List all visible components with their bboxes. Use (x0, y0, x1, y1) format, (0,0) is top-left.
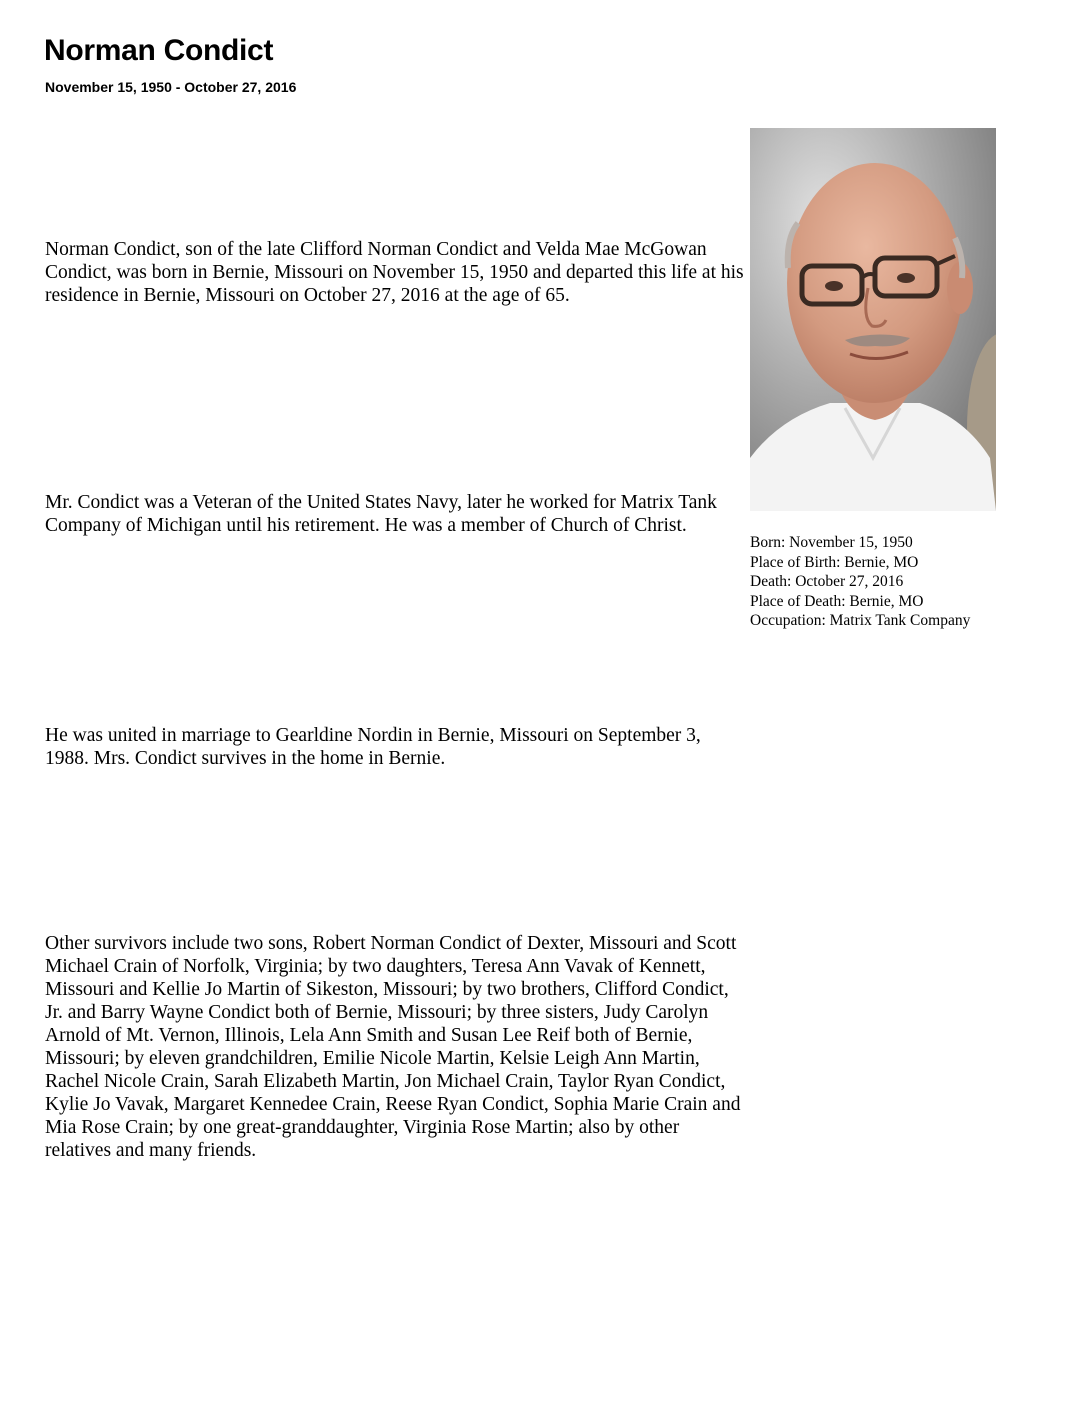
obituary-paragraph-4: Other survivors include two sons, Robert Norman Condict of Dexter, Missouri and Scott Michael Crain of Norfolk, Virginia; by two daughters, Teresa Ann Vavak of Kennett, Missouri and Kellie Jo Martin of Sikeston, Missouri; by two brothers, Clifford Condict, Jr. and Barry Wayne Condict both of Bernie, Missouri; by three sisters, Judy Carolyn Arnold of Mt. Vernon, Illinois, Lela Ann Smith and Susan Lee Reif both of Bernie, Missouri; by eleven grandchildren, Emilie Nicole Martin, Kelsie Leigh Ann Martin, Rachel Nicole Crain, Sarah Elizabeth Martin, Jon Michael Crain, Taylor Ryan Condict, Kylie Jo Vavak, Margaret Kennedee Crain, Reese Ryan Condict, Sophia Marie Crain and Mia Rose Crain; by one great-granddaughter, Virginia Rose Martin; also by other relatives and many friends. (45, 933, 741, 1161)
life-dates: November 15, 1950 - October 27, 2016 (45, 79, 297, 95)
fact-place-of-death: Place of Death: Bernie, MO (750, 592, 924, 610)
obituary-paragraph-3: He was united in marriage to Gearldine Nordin in Bernie, Missouri on September 3, 1988. Mrs. Condict survives in the home in Bernie. (45, 725, 701, 769)
fact-place-of-birth: Place of Birth: Bernie, MO (750, 553, 919, 571)
fact-born: Born: November 15, 1950 (750, 534, 913, 551)
page-title: Norman Condict (44, 34, 274, 67)
portrait-photo (750, 128, 996, 511)
fact-occupation: Occupation: Matrix Tank Company (750, 612, 971, 629)
obituary-paragraph-2: Mr. Condict was a Veteran of the United States Navy, later he worked for Matrix Tank Company of Michigan until his retirement. He was a member of Church of Christ. (45, 492, 717, 536)
vital-facts-list (750, 533, 970, 631)
fact-death: Death: October 27, 2016 (750, 573, 904, 590)
obituary-paragraph-1: Norman Condict, son of the late Clifford Norman Condict and Velda Mae McGowan Condict, was born in Bernie, Missouri on November 15, 1950 and departed this life at his residence in Bernie, Missouri on October 27, 2016 at the age of 65. (45, 239, 744, 306)
